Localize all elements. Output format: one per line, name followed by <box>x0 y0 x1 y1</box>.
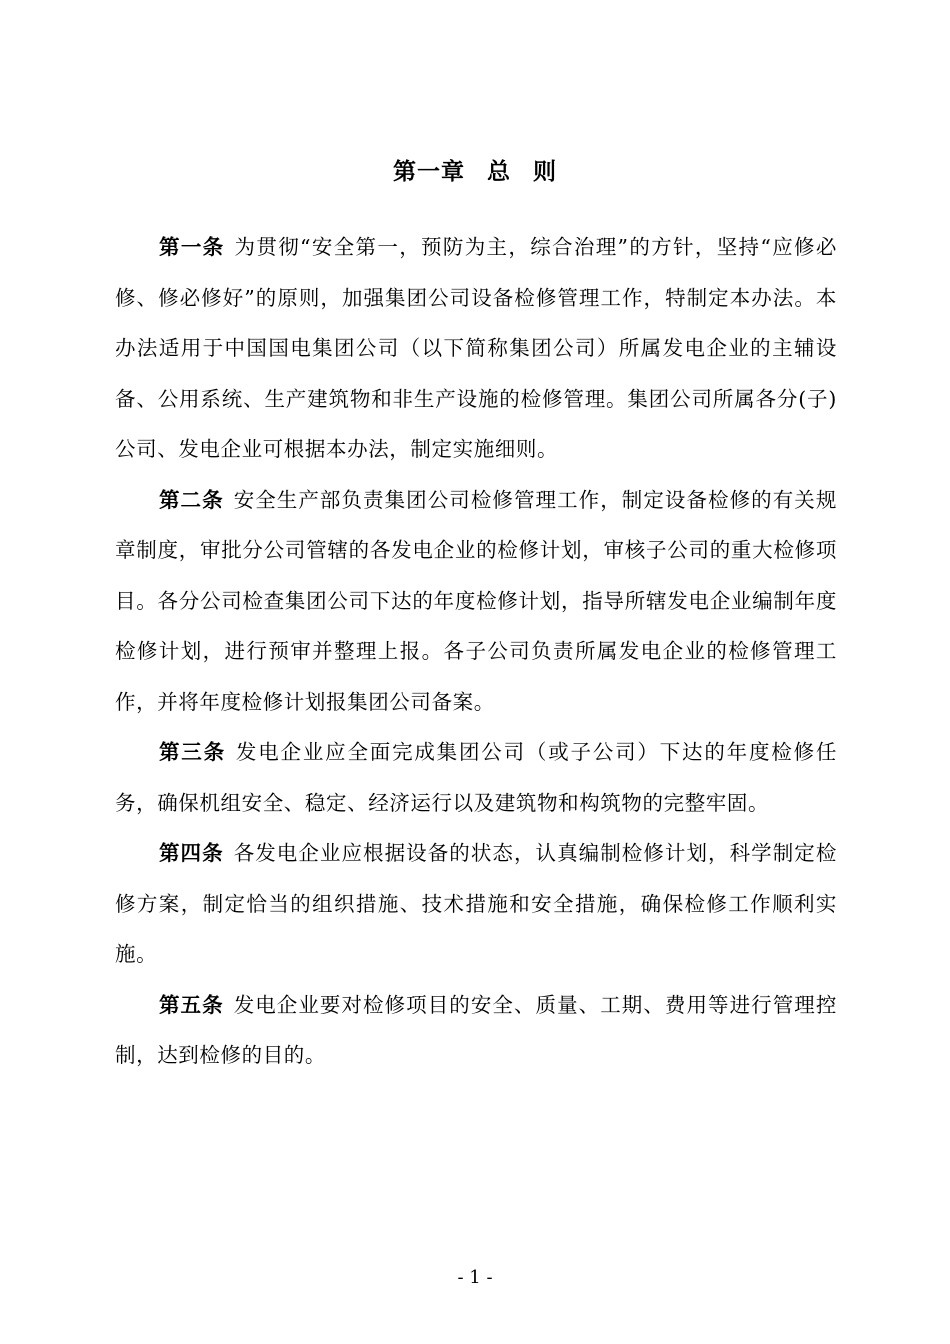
article-text: 发电企业要对检修项目的安全、质量、工期、费用等进行管理控制，达到检修的目的。 <box>115 992 837 1067</box>
article-label: 第三条 <box>159 740 226 764</box>
article-label: 第一条 <box>159 235 225 259</box>
document-body <box>115 222 837 1081</box>
article-paragraph <box>115 727 837 828</box>
article-paragraph <box>115 475 837 728</box>
article-label: 第五条 <box>159 992 224 1017</box>
article-paragraph <box>115 828 837 980</box>
article-text: 发电企业应全面完成集团公司（或子公司）下达的年度检修任务，确保机组安全、稳定、经济运行以及建筑物和构筑物的完整牢固。 <box>115 740 837 815</box>
article-text: 为贯彻“安全第一，预防为主，综合治理”的方针，坚持“应修必修、修必修好”的原则，加强集团公司设备检修管理工作，特制定本办法。本办法适用于中国国电集团公司（以下简称集团公司）所属发电企业的主辅设备、公用系统、生产建筑物和非生产设施的检修管理。集团公司所属各分(子)公司、发电企业可根据本办法，制定实施细则。 <box>115 235 837 461</box>
article-text: 各发电企业应根据设备的状态，认真编制检修计划，科学制定检修方案，制定恰当的组织措施、技术措施和安全措施，确保检修工作顺利实施。 <box>115 841 837 966</box>
chapter-title <box>0 152 950 192</box>
article-text: 安全生产部负责集团公司检修管理工作，制定设备检修的有关规章制度，审批分公司管辖的各发电企业的检修计划，审核子公司的重大检修项目。各分公司检查集团公司下达的年度检修计划，指导所辖发电企业编制年度检修计划，进行预审并整理上报。各子公司负责所属发电企业的检修管理工作，并将年度检修计划报集团公司备案。 <box>115 487 837 714</box>
article-label: 第四条 <box>159 841 224 865</box>
article-paragraph <box>115 980 837 1081</box>
article-paragraph <box>115 222 837 475</box>
page-number: - 1 - <box>457 1267 493 1288</box>
article-label: 第二条 <box>159 487 224 512</box>
chapter-title-word-1: 总 <box>487 158 511 185</box>
chapter-title-word-2: 则 <box>533 158 557 185</box>
chapter-number: 第一章 <box>393 158 465 185</box>
